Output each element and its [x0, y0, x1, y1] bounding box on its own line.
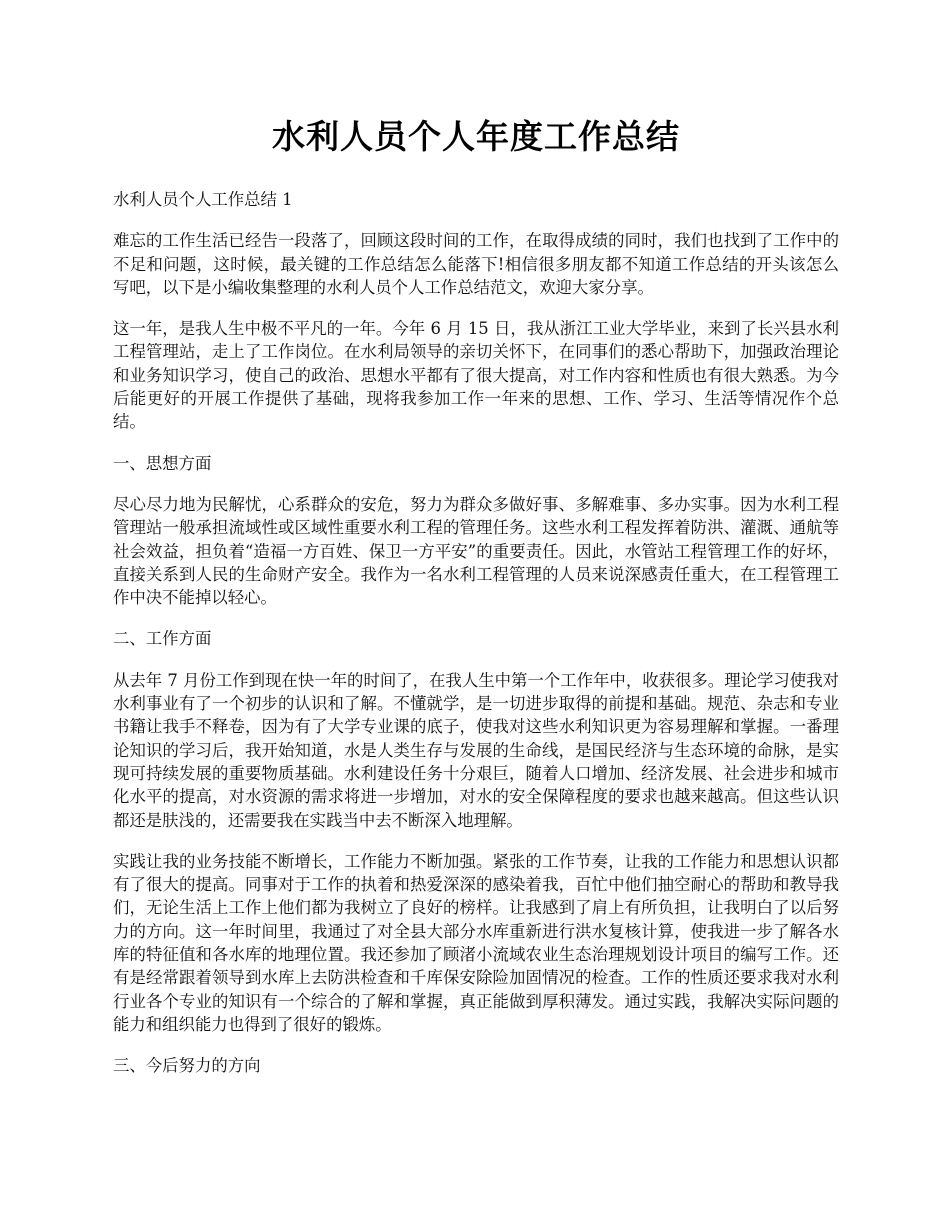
- document-subtitle: 水利人员个人工作总结 1: [113, 190, 293, 209]
- section-heading-future: 三、今后努力的方向: [113, 1056, 261, 1076]
- overview-paragraph: 这一年，是我人生中极不平凡的一年。今年 6 月 15 日，我从浙江工业大学毕业，来到了长兴县水利工程管理站，走上了工作岗位。在水利局领导的亲切关怀下，在同事们的悉心帮助下，加强政治理论和业务知识学习，使自己的政治、思想水平都有了很大提高，对工作内容和性质也有很大熟悉。为今后能更好的开展工作提供了基础，现将我参加工作一年来的思想、工作、学习、生活等情况作个总结。: [113, 319, 839, 432]
- document-title: 水利人员个人年度工作总结: [272, 117, 680, 156]
- work-paragraph-2: 实践让我的业务技能不断增长，工作能力不断加强。紧张的工作节奏，让我的工作能力和思想认识都有了很大的提高。同事对于工作的执着和热爱深深的感染着我，百忙中他们抽空耐心的帮助和教导我们，无论生活上工作上他们都为我树立了良好的榜样。让我感到了肩上有所负担，让我明白了以后努力的方向。这一年时间里，我通过了对全县大部分水库重新进行洪水复核计算，使我进一步了解各水库的特征值和各水库的地理位置。我还参加了顾渚小流域农业生态治理规划设计项目的编写工作。还有是经常跟着领导到水库上去防洪检查和千库保安除险加固情况的检查。工作的性质还要求我对水利行业各个专业的知识有一个综合的了解和掌握，真正能做到厚积薄发。通过实践，我解决实际问题的能力和组织能力也得到了很好的锻炼。: [113, 851, 839, 1034]
- thought-paragraph: 尽心尽力地为民解忧，心系群众的安危，努力为群众多做好事、多解难事、多办实事。因为水利工程管理站一般承担流域性或区域性重要水利工程的管理任务。这些水利工程发挥着防洪、灌溉、通航等社会效益，担负着“造福一方百姓、保卫一方平安”的重要责任。因此，水管站工程管理工作的好坏，直接关系到人民的生命财产安全。我作为一名水利工程管理的人员来说深感责任重大，在工程管理工作中决不能掉以轻心。: [113, 494, 839, 608]
- work-paragraph-1: 从去年 7 月份工作到现在快一年的时间了，在我人生中第一个工作年中，收获很多。理论学习使我对水利事业有了一个初步的认识和了解。不懂就学，是一切进步取得的前提和基础。规范、杂志和专业书籍让我手不释卷，因为有了大学专业课的底子，使我对这些水利知识更为容易理解和掌握。一番理论知识的学习后，我开始知道，水是人类生存与发展的生命线，是国民经济与生态环境的命脉，是实现可持续发展的重要物质基础。水利建设任务十分艰巨，随着人口增加、经济发展、社会进步和城市化水平的提高，对水资源的需求将进一步增加，对水的安全保障程度的要求也越来越高。但这些认识都还是肤浅的，还需要我在实践当中去不断深入地理解。: [113, 670, 839, 830]
- intro-paragraph: 难忘的工作生活已经告一段落了，回顾这段时间的工作，在取得成绩的同时，我们也找到了工作中的不足和问题，这时候，最关键的工作总结怎么能落下!相信很多朋友都不知道工作总结的开头该怎么写吧，以下是小编收集整理的水利人员个人工作总结范文，欢迎大家分享。: [113, 231, 839, 297]
- document-body: [113, 112, 839, 1096]
- section-heading-work: 二、工作方面: [113, 629, 212, 649]
- section-heading-thought: 一、思想方面: [113, 453, 212, 473]
